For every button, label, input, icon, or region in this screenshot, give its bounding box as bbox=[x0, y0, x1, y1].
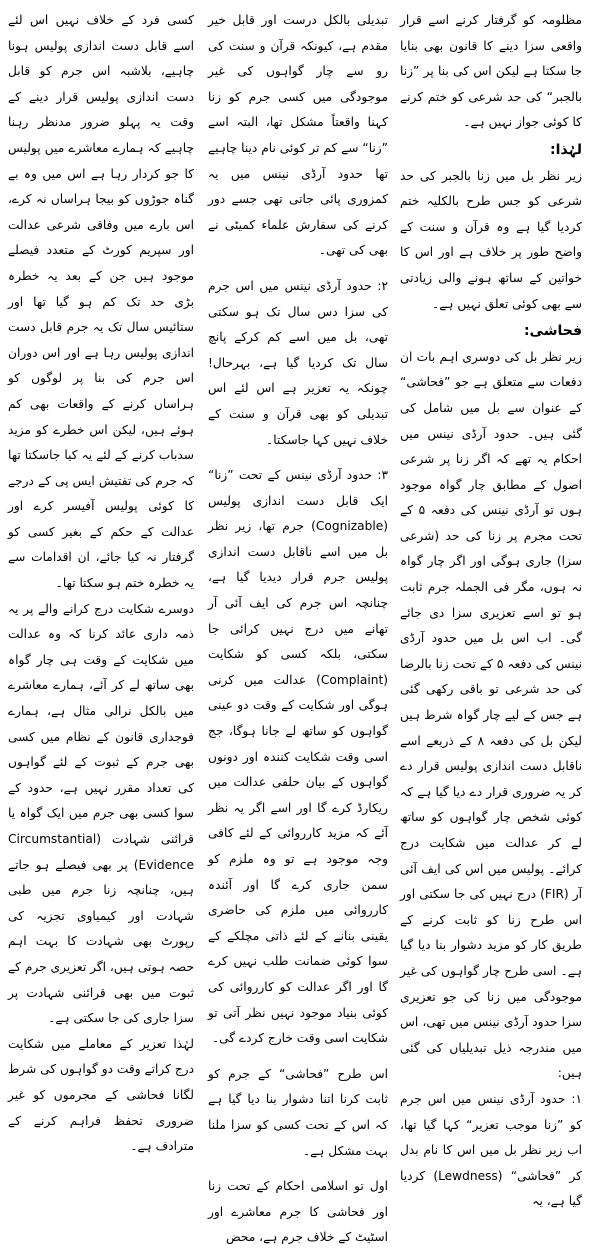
paragraph: اول تو اسلامی احکام کے تحت زنا اور فحاشی کا جرم معاشرے اور اسٹیٹ کے خلاف جرم ہے، محض bbox=[208, 1179, 388, 1245]
document-page bbox=[8, 8, 583, 1245]
paragraph-spacer bbox=[208, 453, 388, 463]
paragraph: تبدیلی بالکل درست اور قابل خیر مقدم ہے، کیونکہ قرآن و سنت کی رو سے چار گواہوں کی غیر موجودگی میں کسی جرم کو زنا کہنا واقعتاً مشکل تھا، البتہ اسے ”زنا“ سے کم تر کوئی نام دینا چاہیے تھا حدود آرڈی نینس میں یہ کمزوری پائی جاتی تھی جسے دور کرنے کی سفارش علماء کمیٹی نے بھی کی تھی۔ bbox=[208, 13, 388, 258]
paragraph: کسی فرد کے خلاف نہیں اس لئے اسے قابل دست اندازی پولیس ہونا چاہیے، بلاشبہ اس جرم کو قابل دست اندازی پولیس قرار دینے کے وقت یہ پہلو ضرور مدنظر رہنا چاہیے کہ ہمارے معاشرے میں پولیس کا جو کردار رہا ہے اس میں وہ بے گناہ جوڑوں کو بیجا ہراساں نہ کرے، اس بارے میں وفاقی شرعی عدالت اور سپریم کورٹ کے متعدد فیصلے موجود ہیں جن کے بعد یہ خطرہ بڑی حد تک کم ہو گیا تھا اور ستائیس سال تک یہ جرم قابل دست اندازی پولیس رہا ہے اور اس دوران اس جرم کی بنا پر لوگوں کو ہراساں کرنے کے واقعات بھی کم ہوئے ہیں، لیکن اس خطرے کو مزید سدباب کرنے کے لئے یہ کیا جاسکتا تھا کہ جرم کی تفتیش ایس پی کے درجے کا کوئی پولیس آفیسر کرے اور عدالت کے حکم کے بغیر کسی کو گرفتار نہ کیا جائے، ان اقدامات سے یہ خطرہ ختم ہو سکتا تھا۔ bbox=[8, 13, 194, 591]
paragraph-spacer bbox=[208, 1052, 388, 1062]
text-column-right bbox=[400, 8, 583, 1209]
text-column-left bbox=[8, 8, 194, 1154]
paragraph: لہٰذا تعزیر کے معاملے میں شکایت درج کراتے وقت دو گواہوں کی شرط لگانا فحاشی کے مجرموں کو غیر ضروری تحفظ فراہم کرنے کے مترادف ہے۔ bbox=[8, 1036, 194, 1154]
paragraph-spacer bbox=[208, 264, 388, 274]
text-column-middle bbox=[208, 8, 388, 1245]
paragraph: زیر نظر بل کی دوسری اہم بات ان دفعات سے متعلق ہے جو ”فحاشی“ کے عنوان سے بل میں شامل کی گئی ہیں۔ حدود آرڈی نینس میں احکام یہ تھے کہ اگر زنا پر شرعی اصول کے مطابق چار گواہ موجود ہوں تو آرڈی نینس کی دفعہ ۵ کے تحت مجرم پر زنا کی حد (شرعی سزا) جاری ہوگی اور اگر چار گواہ نہ ہوں، مگر فی الجملہ جرم ثابت ہو تو اسے تعزیری سزا دی جائے گی۔ اب اس بل میں حدود آرڈی نینس کی دفعہ ۵ کے تحت زنا بالرضا کی حد شرعی تو باقی رکھی گئی ہے جس کے لیے چار گواہ شرط ہیں لیکن بل کی دفعہ ۸ کے ذریعے اسے ناقابل دست اندازی پولیس قرار دے کر یہ ضروری قرار دے دیا گیا ہے کہ کوئی شخص چار گواہوں کو ساتھ لے کر عدالت میں شکایت درج کرائے۔ پولیس میں اس کی ایف آئی آر (FIR) درج نہیں کی جا سکتی اور اس طرح زنا کو ثابت کرنے کے طریق کار کو مزید دشوار بنا دیا گیا ہے۔ اسی طرح چار گواہوں کی غیر موجودگی میں زنا کی جو تعزیری سزا حدود آرڈی نینس میں تھی، اس میں مندرجہ ذیل تبدیلیاں کی گئی ہیں: bbox=[400, 349, 583, 1081]
paragraph: اس طرح ”فحاشی“ کے جرم کو ثابت کرنا اتنا دشوار بنا دیا گیا ہے کہ اس کے تحت کسی کو سزا ملنا بہت مشکل ہے۔ bbox=[208, 1066, 388, 1158]
paragraph: ۲: حدود آرڈی نینس میں اس جرم کی سزا دس سال تک ہو سکتی تھی، بل میں اسے کم کرکے پانچ سال تک کردیا گیا ہے، بہرحال! چونکہ یہ تعزیر ہے اس لئے اس تبدیلی کو بھی قرآن و سنت کے خلاف نہیں کہا جاسکتا۔ bbox=[208, 278, 388, 447]
section-heading: لہٰذا: bbox=[550, 141, 582, 158]
paragraph: دوسرے شکایت درج کرانے والے پر یہ ذمہ داری عائد کرنا کہ وہ عدالت میں شکایت کے وقت ہی چار گواہ بھی ساتھ لے کر آئے، ہمارے معاشرے میں بالکل نرالی مثال ہے، ہمارے فوجداری قانون کے نظام میں کسی بھی جرم کے ثبوت کے لئے گواہوں کی تعداد مقرر نہیں ہے، حدود کے سوا کسی بھی جرم میں ایک گواہ یا قرائنی شہادت (Circumstantial Evidence) پر بھی فیصلے ہو جاتے ہیں، چنانچہ زنا جرم میں طبی شہادت اور کیمیاوی تجزیہ کی رپورٹ بھی شہادت کا بہت اہم حصہ ہوتی ہیں، اگر تعزیری جرم کے ثبوت میں بھی قرائنی شہادت پر سزا جاری کی جا سکتی ہے۔ bbox=[8, 601, 194, 1026]
section-heading: فحاشی: bbox=[523, 323, 582, 340]
paragraph: ۱: حدود آرڈی نینس میں اس جرم کو ”زنا موجب تعزیر“ کہا گیا تھا، اب زیر نظر بل میں اس کا نام بدل کر ”فحاشی“ (Lewdness) کردیا گیا ہے، یہ bbox=[400, 1091, 582, 1209]
paragraph-spacer bbox=[208, 1164, 388, 1174]
paragraph: ۳: حدود آرڈی نینس کے تحت ”زنا“ ایک قابل دست اندازی پولیس (Cognizable) جرم تھا، زیر نظر بل میں اسے ناقابل دست اندازی پولیس جرم قرار دیدیا گیا ہے، چنانچہ اس جرم کی ایف آئی آر تھانے میں درج نہیں کرائی جا سکتی، بلکہ کسی کو شکایت (Complaint) عدالت میں کرنی ہوگی اور شکایت کے وقت دو عینی گواہوں کو ساتھ لے جانا ہوگا، جج اسی وقت شکایت کنندہ اور دونوں گواہوں کے بیان حلفی عدالت میں ریکارڈ کرے گا اور اسے اگر یہ نظر آئے کہ مزید کارروائی کے لئے کافی وجہ موجود ہے تو وہ ملزم کو سمن جاری کرے گا اور آئندہ کارروائی میں ملزم کی حاضری یقینی بنانے کے لئے ذاتی مچلکے کے سوا کوئی ضمانت طلب نہیں کرے گا اور اگر عدالت کو کارروائی کی کوئی بنیاد موجود نہیں نظر آتی تو شکایت اسی وقت خارج کردے گی۔ bbox=[208, 468, 388, 1046]
paragraph: مظلومہ کو گرفتار کرنے اسے قرار واقعی سزا دینے کا قانون بھی بنایا جا سکتا ہے لیکن اس کی بنا پر ”زنا بالجبر“ کی حد شرعی کو ختم کرنے کا کوئی جواز نہیں ہے۔ bbox=[400, 13, 582, 130]
paragraph: زیر نظر بل میں زنا بالجبر کی حد شرعی کو جس طرح بالکلیہ ختم کردیا گیا ہے وہ قرآن و سنت کے واضح طور پر خلاف ہے اور اس کا خواتین کے ساتھ ہونے والی زیادتی سے بھی کوئی تعلق نہیں ہے۔ bbox=[400, 168, 582, 311]
